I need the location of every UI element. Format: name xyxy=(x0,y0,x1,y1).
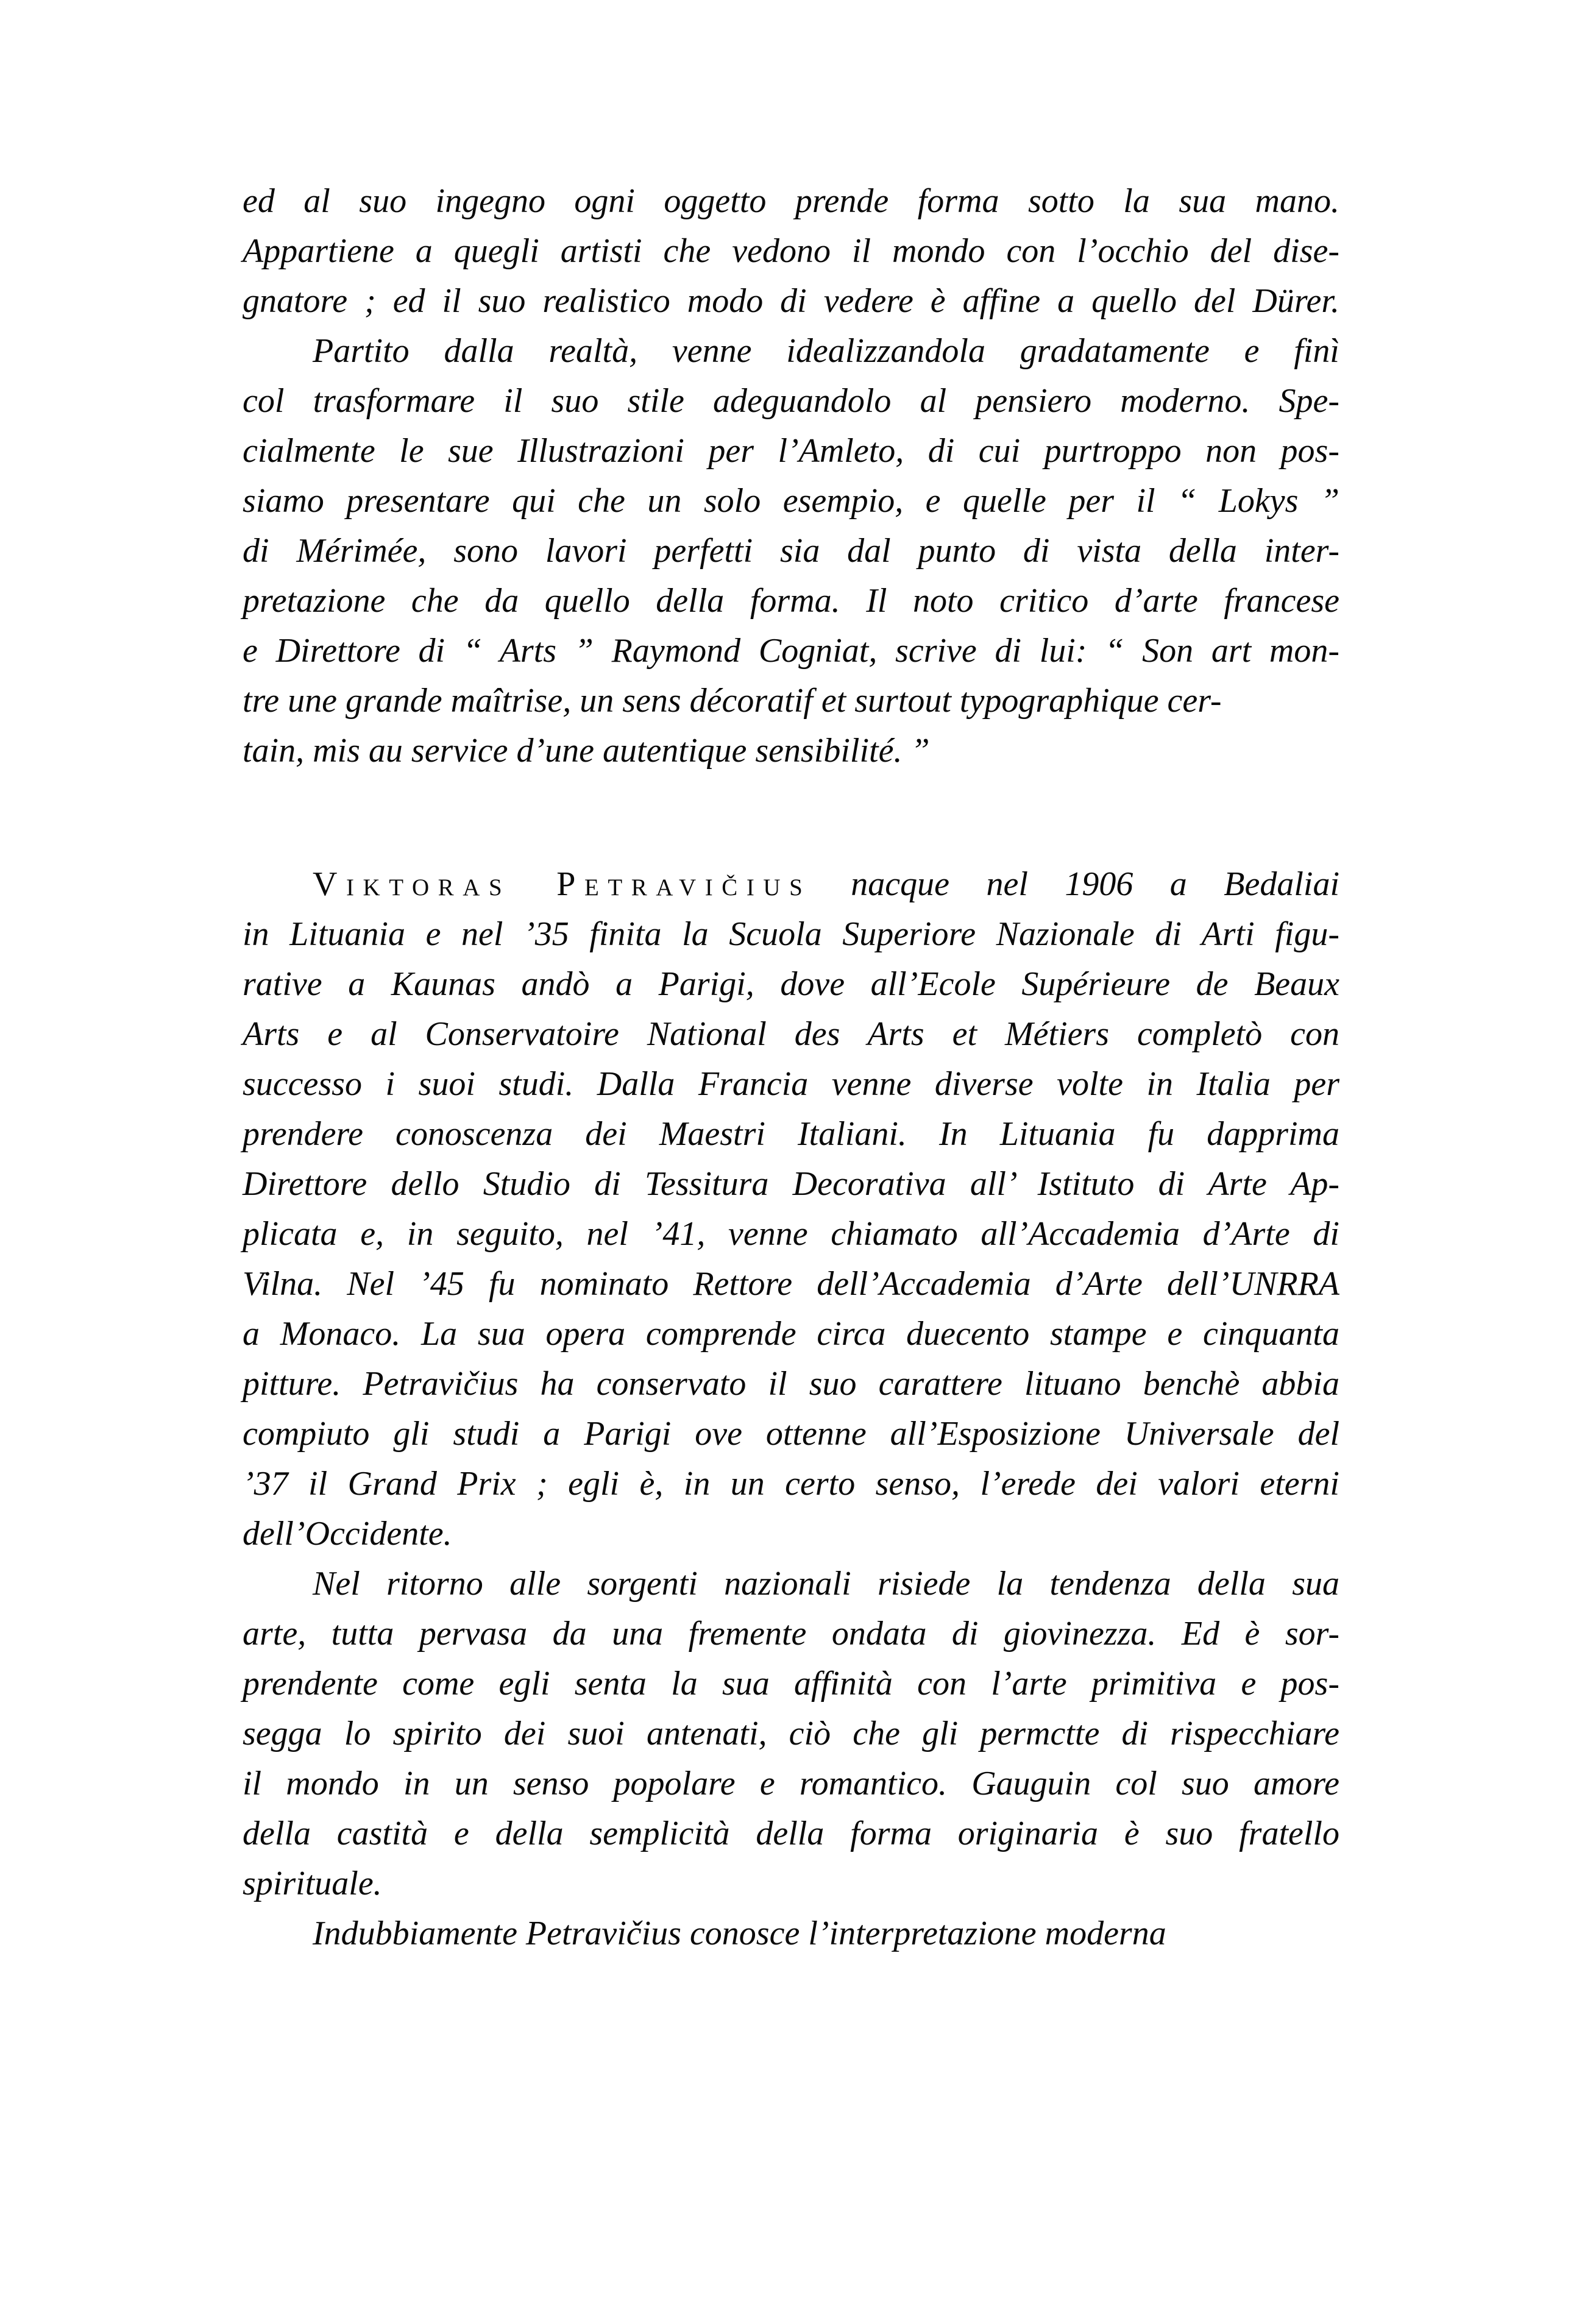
text-line: Arts e al Conservatoire National des Arts et Métiers completò con xyxy=(243,1015,1339,1053)
text-line: compiuto gli studi a Parigi ove ottenne all’Esposizione Universale del xyxy=(243,1415,1339,1453)
text-line: cialmente le sue Illustrazioni per l’Amleto, di cui purtroppo non pos- xyxy=(243,432,1339,470)
text-line: ed al suo ingegno ogni oggetto prende forma sotto la sua mano. xyxy=(243,182,1339,220)
text-line: Appartiene a quegli artisti che vedono il mondo con l’occhio del dise- xyxy=(243,232,1339,270)
artist-name-smallcaps: Viktoras Petravičius xyxy=(313,865,812,903)
paragraph xyxy=(243,326,1339,776)
text-line: ’37 il Grand Prix ; egli è, in un certo senso, l’erede dei valori eterni xyxy=(243,1465,1339,1503)
text-line xyxy=(243,859,1339,909)
text-line: Indubbiamente Petravičius conosce l’interpretazione moderna xyxy=(313,1915,1166,1952)
text-line: tain, mis au service d’une autentique sensibilité. ” xyxy=(243,732,930,770)
text-line: gnatore ; ed il suo realistico modo di vedere è affine a quello del Dürer. xyxy=(243,282,1339,320)
text-line: prendente come egli senta la sua affinità con l’arte primitiva e pos- xyxy=(243,1665,1339,1703)
paragraph xyxy=(243,859,1339,1559)
text-line: Direttore dello Studio di Tessitura Decorativa all’ Istituto di Arte Ap- xyxy=(243,1165,1339,1203)
text-line: Nel ritorno alle sorgenti nazionali risiede la tendenza della sua xyxy=(313,1565,1339,1603)
text-line: Partito dalla realtà, venne idealizzandola gradatamente e finì xyxy=(313,332,1339,370)
text-line: successo i suoi studi. Dalla Francia venne diverse volte in Italia per xyxy=(243,1065,1339,1103)
text-block xyxy=(243,176,1339,1958)
text-line: di Mérimée, sono lavori perfetti sia dal punto di vista della inter- xyxy=(243,532,1339,570)
text-line: dell’Occidente. xyxy=(243,1515,452,1553)
text-line: spirituale. xyxy=(243,1865,382,1902)
text-line: rative a Kaunas andò a Parigi, dove all’Ecole Supérieure de Beaux xyxy=(243,965,1339,1003)
paragraph xyxy=(243,1908,1339,1958)
text-line: siamo presentare qui che un solo esempio, e quelle per il “ Lokys ” xyxy=(243,482,1339,520)
text-line: e Direttore di “ Arts ” Raymond Cogniat, scrive di lui: “ Son art mon- xyxy=(243,632,1339,670)
text-line-segment: nacque nel 1906 a Bedaliai xyxy=(814,865,1339,903)
text-line: arte, tutta pervasa da una fremente ondata di giovinezza. Ed è sor- xyxy=(243,1615,1339,1653)
text-line: pitture. Petravičius ha conservato il suo carattere lituano benchè abbia xyxy=(243,1365,1339,1403)
text-line: plicata e, in seguito, nel ’41, venne chiamato all’Accademia d’Arte di xyxy=(243,1215,1339,1253)
text-line: segga lo spirito dei suoi antenati, ciò che gli permctte di rispecchiare xyxy=(243,1715,1339,1752)
text-line: della castità e della semplicità della forma originaria è suo fratello xyxy=(243,1815,1339,1852)
text-line: Vilna. Nel ’45 fu nominato Rettore dell’Accademia d’Arte dell’UNRRA xyxy=(243,1265,1339,1303)
text-line: pretazione che da quello della forma. Il noto critico d’arte francese xyxy=(243,582,1339,620)
text-line: col trasformare il suo stile adeguandolo al pensiero moderno. Spe- xyxy=(243,382,1339,420)
text-line: il mondo in un senso popolare e romantico. Gauguin col suo amore xyxy=(243,1765,1339,1802)
text-line: tre une grande maîtrise, un sens décoratif et surtout typographique cer- xyxy=(243,682,1222,720)
text-line: prendere conoscenza dei Maestri Italiani. In Lituania fu dapprima xyxy=(243,1115,1339,1153)
paragraph xyxy=(243,176,1339,326)
text-line: in Lituania e nel ’35 finita la Scuola Superiore Nazionale di Arti figu- xyxy=(243,915,1339,953)
text-line: a Monaco. La sua opera comprende circa duecento stampe e cinquanta xyxy=(243,1315,1339,1353)
paragraph xyxy=(243,1559,1339,1908)
